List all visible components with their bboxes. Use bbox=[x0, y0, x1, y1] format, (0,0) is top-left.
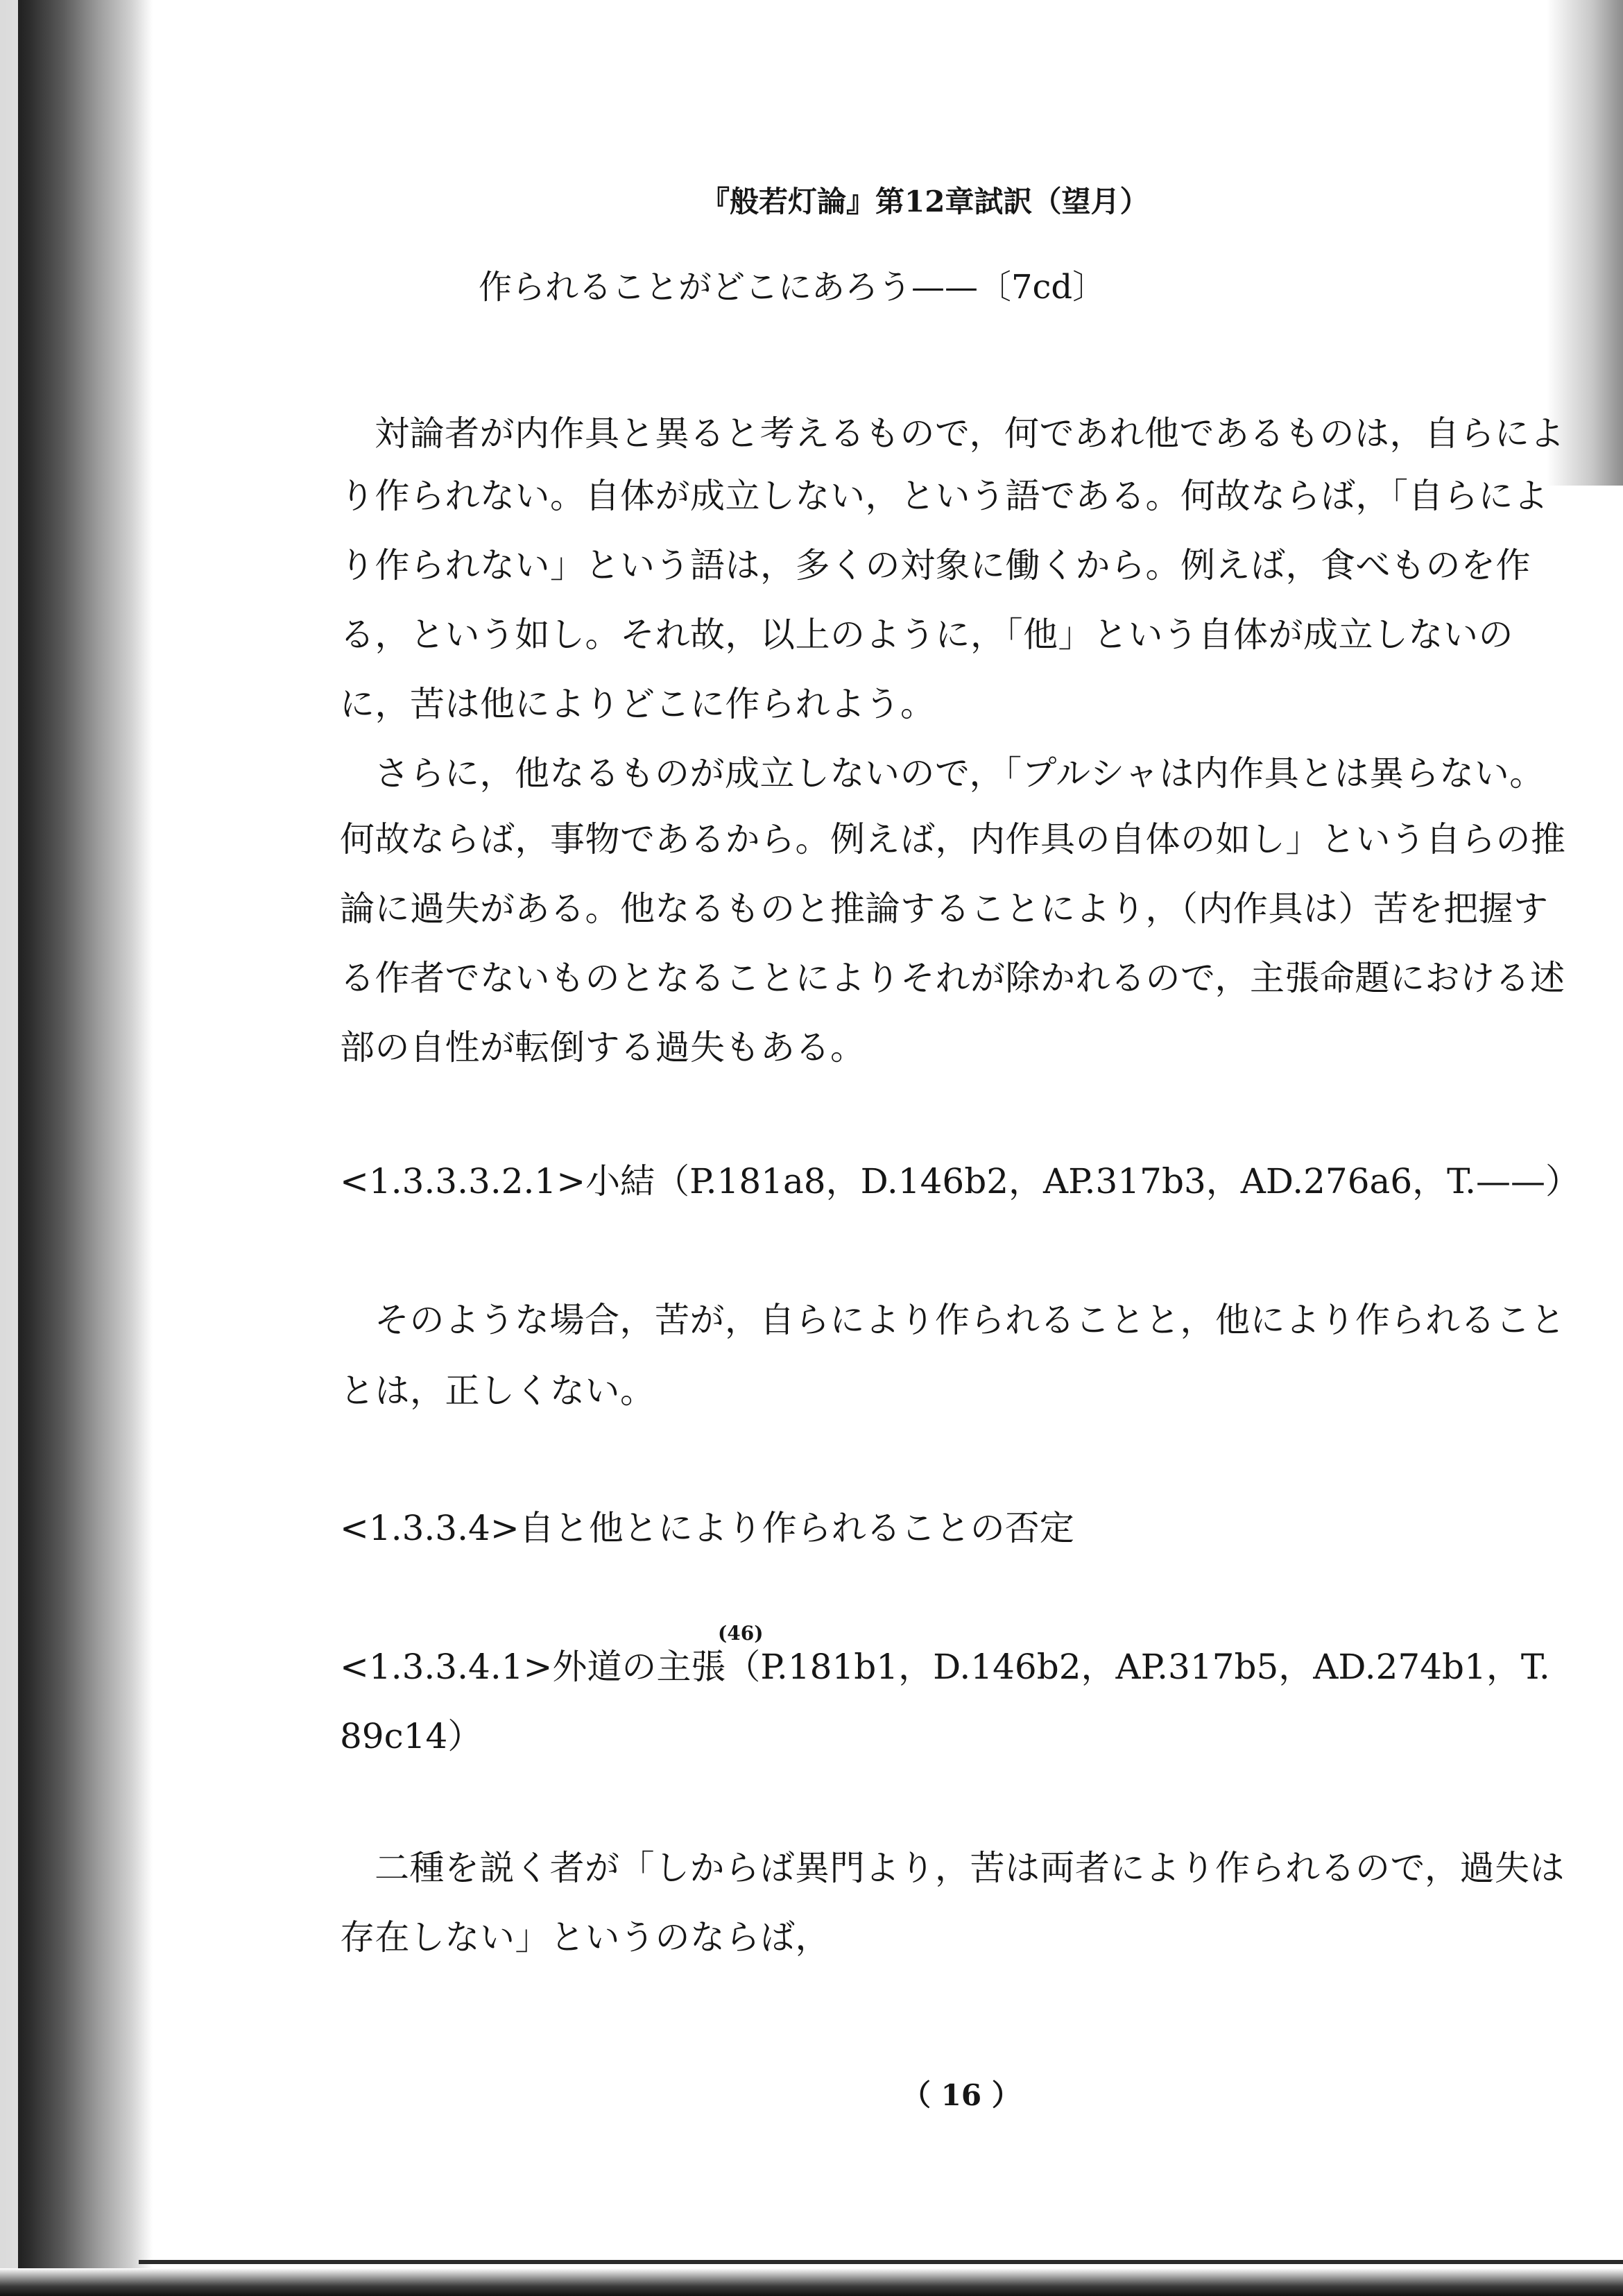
paragraph1-line-4: る，という如し。それ故，以上のように，「他」という自体が成立しないの bbox=[340, 615, 1513, 655]
section-heading-1-3-3-3-2-1: <1.3.3.3.2.1>小結（P.181a8，D.146b2，AP.317b3，AD.276a6，T.——） bbox=[340, 1161, 1581, 1201]
paragraph2-line-4: る作者でないものとなることによりそれが除かれるので，主張命題における述 bbox=[340, 958, 1565, 998]
paragraph4-line-1: 二種を説く者が「しからば異門より，苦は両者により作られるので，過失は bbox=[375, 1848, 1565, 1888]
paragraph3-line-1: そのような場合，苦が，自らにより作られることと，他により作られること bbox=[375, 1300, 1565, 1340]
scan-bottom-shadow bbox=[0, 2268, 1623, 2296]
paragraph1-line-3: り作られない」という語は，多くの対象に働くから。例えば，食べものを作 bbox=[340, 545, 1531, 585]
paragraph4-line-2: 存在しない」というのならば， bbox=[340, 1917, 830, 1957]
paragraph2-line-2: 何故ならば，事物であるから。例えば，内作具の自体の如し」という自らの推 bbox=[340, 819, 1566, 859]
scan-binding-shadow bbox=[0, 0, 153, 2296]
paragraph2-line-5: 部の自性が転倒する過失もある。 bbox=[340, 1027, 866, 1068]
page-number: （ 16 ） bbox=[902, 2078, 1021, 2112]
scan-right-shadow bbox=[1547, 0, 1623, 486]
paragraph2-line-1: さらに，他なるものが成立しないので，「プルシャは内作具とは異らない。 bbox=[375, 753, 1545, 794]
scan-bottom-rule bbox=[139, 2260, 1623, 2264]
section-heading-1-3-3-4: <1.3.3.4>自と他とにより作られることの否定 bbox=[340, 1508, 1074, 1548]
paragraph1-line-1: 対論者が内作具と異ると考えるもので，何であれ他であるものは，自らによ bbox=[375, 413, 1565, 454]
paragraph2-line-3: 論に過失がある。他なるものと推論することにより，（内作具は）苦を把握す bbox=[340, 889, 1549, 929]
section-heading-1-3-3-4-1: <1.3.3.4.1>外道の主張（P.181b1，D.146b2，AP.317b5，AD.274b1，T. bbox=[340, 1647, 1550, 1687]
section-heading-continuation: 89c14） bbox=[340, 1716, 483, 1756]
paragraph1-line-5: に，苦は他によりどこに作られよう。 bbox=[340, 684, 936, 724]
paragraph3-line-2: とは，正しくない。 bbox=[340, 1371, 655, 1411]
verse-line: 作られることがどこにあろう——〔7cd〕 bbox=[479, 268, 1106, 307]
scan-page-edge bbox=[0, 0, 18, 2296]
running-title: 『般若灯論』第12章試訳（望月） bbox=[701, 185, 1149, 219]
paragraph1-line-2: り作られない。自体が成立しない，という語である。何故ならば，「自らによ bbox=[340, 476, 1549, 516]
footnote-reference: (46) bbox=[718, 1622, 764, 1645]
